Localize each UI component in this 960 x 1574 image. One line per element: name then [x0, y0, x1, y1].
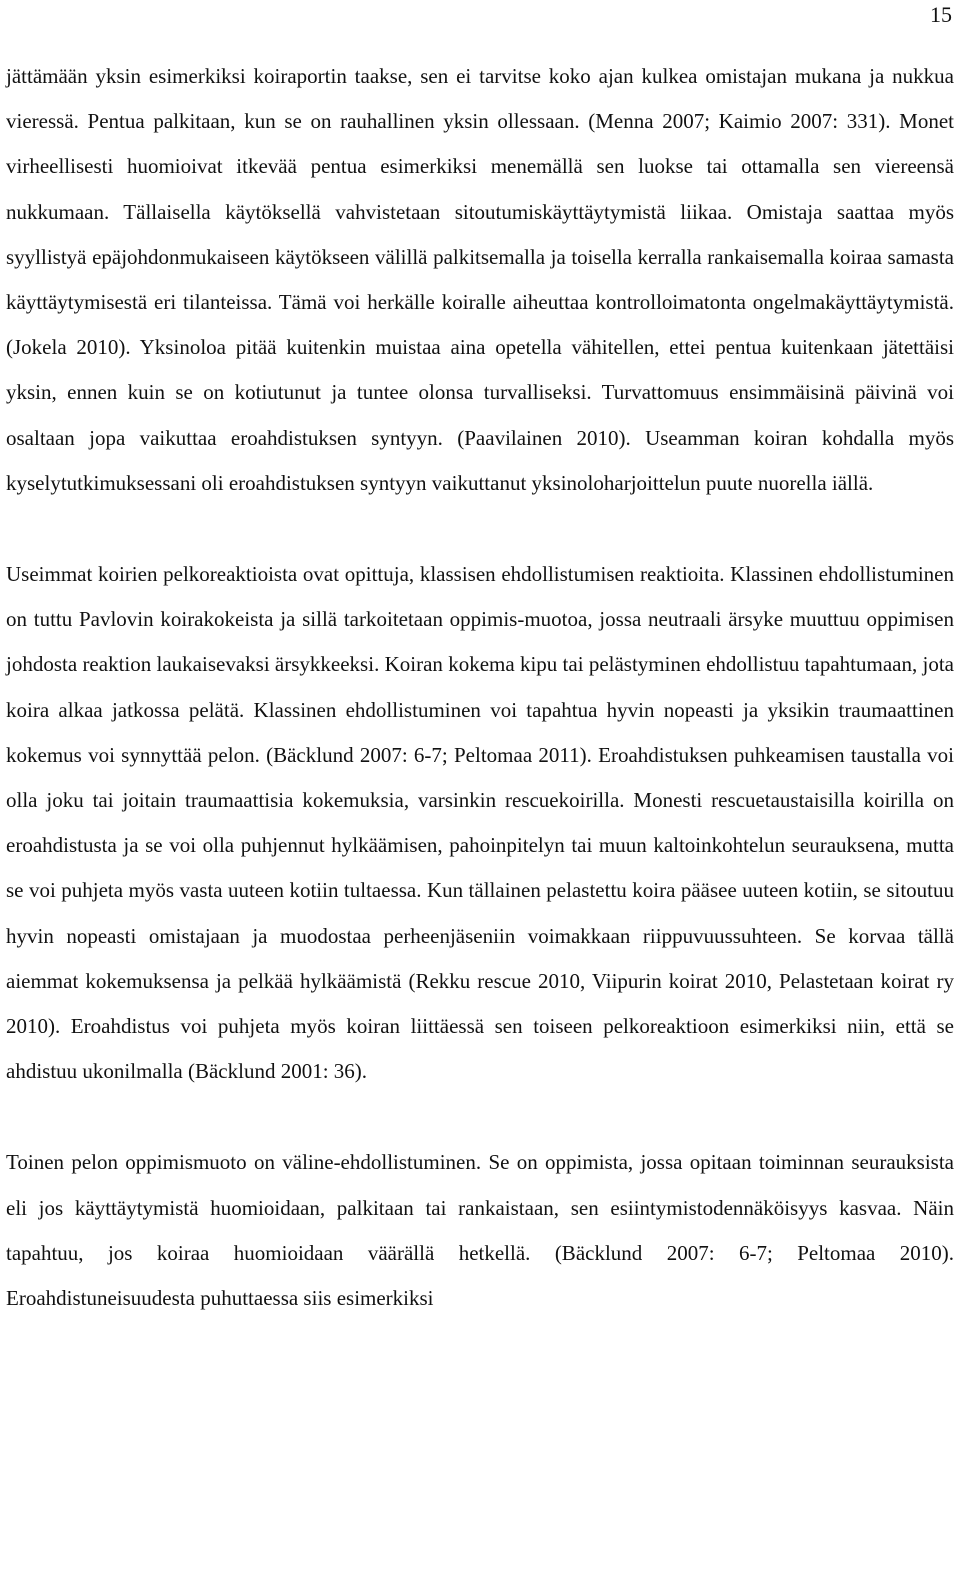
paragraph-classical-conditioning: Useimmat koirien pelkoreaktioista ovat opittuja, klassisen ehdollistumisen reaktioita. Klassinen ehdollistuminen on tuttu Pavlovin koirakokeista ja sillä tarkoitetaan oppimis-muotoa, jossa neutraali ärsyke muuttuu oppimisen johdosta reaktion laukaisevaksi ärsykkeeksi. Koiran kokema kipu tai pelästyminen ehdollistuu tapahtumaan, jota koira alkaa jatkossa pelätä. Klassinen ehdollistuminen voi tapahtua hyvin nopeasti ja yksikin traumaattinen kokemus voi synnyttää pelon. (Bäcklund 2007: 6-7; Peltomaa 2011). Eroahdistuksen puhkeamisen taustalla voi olla joku tai joitain traumaattisia kokemuksia, varsinkin rescuekoirilla. Monesti rescuetaustaisilla koirilla on eroahdistusta ja se voi olla puhjennut hylkäämisen, pahoinpitelyn tai muun kaltoinkohtelun seurauksena, mutta se voi puhjeta myös vasta uuteen kotiin tultaessa. Kun tällainen pelastettu koira pääsee uuteen kotiin, se sitoutuu hyvin nopeasti omistajaan ja muodostaa perheenjäseniin voimakkaan riippuvuussuhteen. Se korvaa tällä aiemmat kokemuksensa ja pelkää hylkäämistä (Rekku rescue 2010, Viipurin koirat 2010, Pelastetaan koirat ry 2010). Eroahdistus voi puhjeta myös koiran liittäessä sen toiseen pelkoreaktioon esimerkiksi niin, että se ahdistuu ukonilmalla (Bäcklund 2001: 36). — [6, 562, 954, 1084]
paragraph-separation-training: jättämään yksin esimerkiksi koiraportin taakse, sen ei tarvitse koko ajan kulkea omistajan mukana ja nukkua vieressä. Pentua palkitaan, kun se on rauhallinen yksin ollessaan. (Menna 2007; Kaimio 2007: 331). Monet virheellisesti huomioivat itkevää pentua esimerkiksi menemällä sen luokse tai ottamalla sen viereensä nukkumaan. Tällaisella käytöksellä vahvistetaan sitoutumiskäyttäytymistä liikaa. Omistaja saattaa myös syyllistyä epäjohdonmukaiseen käytökseen välillä palkitsemalla ja toisella kerralla rankaisemalla koiraa samasta käyttäytymisestä eri tilanteissa. Tämä voi herkälle koiralle aiheuttaa kontrolloimatonta ongelmakäyttäytymistä. (Jokela 2010). Yksinoloa pitää kuitenkin muistaa aina opetella vähitellen, ettei pentua kuitenkaan jätettäisi yksin, ennen kuin se on kotiutunut ja tuntee olonsa turvalliseksi. Turvattomuus ensimmäisinä päivinä voi osaltaan jopa vaikuttaa eroahdistuksen syntyyn. (Paavilainen 2010). Useamman koiran kohdalla myös kyselytutkimuksessani oli eroahdistuksen syntyyn vaikuttanut yksinoloharjoittelun puute nuorella iällä. — [6, 64, 954, 495]
document-body — [6, 54, 954, 1321]
paragraph-instrumental-conditioning: Toinen pelon oppimismuoto on väline-ehdollistuminen. Se on oppimista, jossa opitaan toiminnan seurauksista eli jos käyttäytymistä huomioidaan, palkitaan tai rankaistaan, sen esiintymistodennäköisyys kasvaa. Näin tapahtuu, jos koiraa huomioidaan väärällä hetkellä. (Bäcklund 2007: 6-7; Peltomaa 2010). Eroahdistuneisuudesta puhuttaessa siis esimerkiksi — [6, 1150, 954, 1311]
page-number: 15 — [930, 2, 952, 27]
